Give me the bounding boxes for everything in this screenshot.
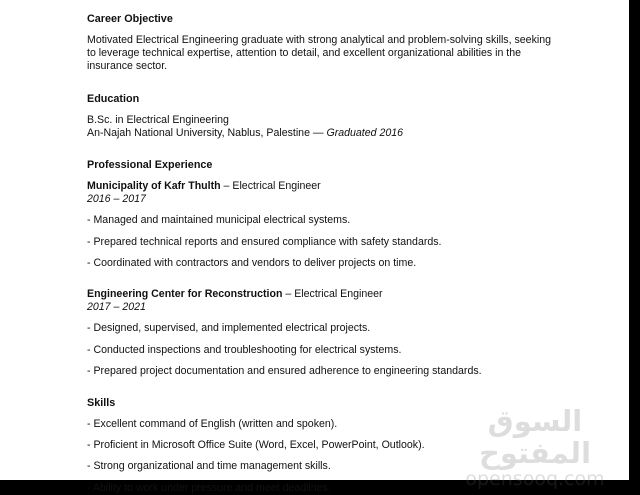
resume-content	[87, 12, 557, 495]
education-heading: Education	[87, 92, 140, 105]
job-title-line	[87, 288, 557, 301]
job-role: – Electrical Engineer	[223, 180, 321, 193]
watermark-latin: opensooq.com	[465, 468, 605, 490]
skills-heading: Skills	[87, 397, 116, 410]
career-objective-heading: Career Objective	[87, 13, 173, 25]
job-bullet: - Designed, supervised, and implemented electrical projects.	[87, 322, 371, 335]
watermark-arabic: السوق المفتوح	[478, 404, 592, 470]
job-bullet: - Prepared project documentation and ensured adherence to engineering standards.	[87, 364, 482, 377]
skill-item: - Proficient in Microsoft Office Suite (Word, Excel, PowerPoint, Outlook).	[87, 439, 425, 452]
job-employer: Engineering Center for Reconstruction	[87, 288, 283, 301]
job-entry	[87, 288, 557, 378]
job-entry	[87, 180, 557, 270]
career-objective-text: Motivated Electrical Engineering graduate with strong analytical and problem-solving skills, seeking to leverage technical expertise, attention to detail, and excellent organizational abilities in the insurance sector.	[87, 34, 552, 73]
job-role: – Electrical Engineer	[285, 288, 383, 301]
education-institution: An-Najah National University, Nablus, Palestine	[87, 126, 310, 139]
job-dates: 2017 – 2021	[87, 301, 146, 314]
job-dates: 2016 – 2017	[87, 193, 146, 206]
job-bullet: - Conducted inspections and troubleshooting for electrical systems.	[87, 343, 402, 356]
education-separator: —	[312, 126, 324, 139]
education-degree: B.Sc. in Electrical Engineering	[87, 113, 229, 126]
skill-item: - Excellent command of English (written and spoken).	[87, 418, 338, 431]
education-graduated: Graduated 2016	[326, 126, 404, 139]
education-institution-line	[87, 127, 557, 140]
skill-item: - Ability to work under pressure and meet deadlines.	[87, 481, 331, 494]
experience-heading: Professional Experience	[87, 159, 213, 172]
job-title-line	[87, 180, 557, 193]
job-bullet: - Managed and maintained municipal electrical systems.	[87, 214, 351, 227]
skill-item: - Strong organizational and time management skills.	[87, 460, 331, 473]
job-employer: Municipality of Kafr Thulth	[87, 180, 221, 193]
job-bullet: - Coordinated with contractors and vendors to deliver projects on time.	[87, 256, 417, 269]
job-bullet: - Prepared technical reports and ensured compliance with safety standards.	[87, 235, 442, 248]
